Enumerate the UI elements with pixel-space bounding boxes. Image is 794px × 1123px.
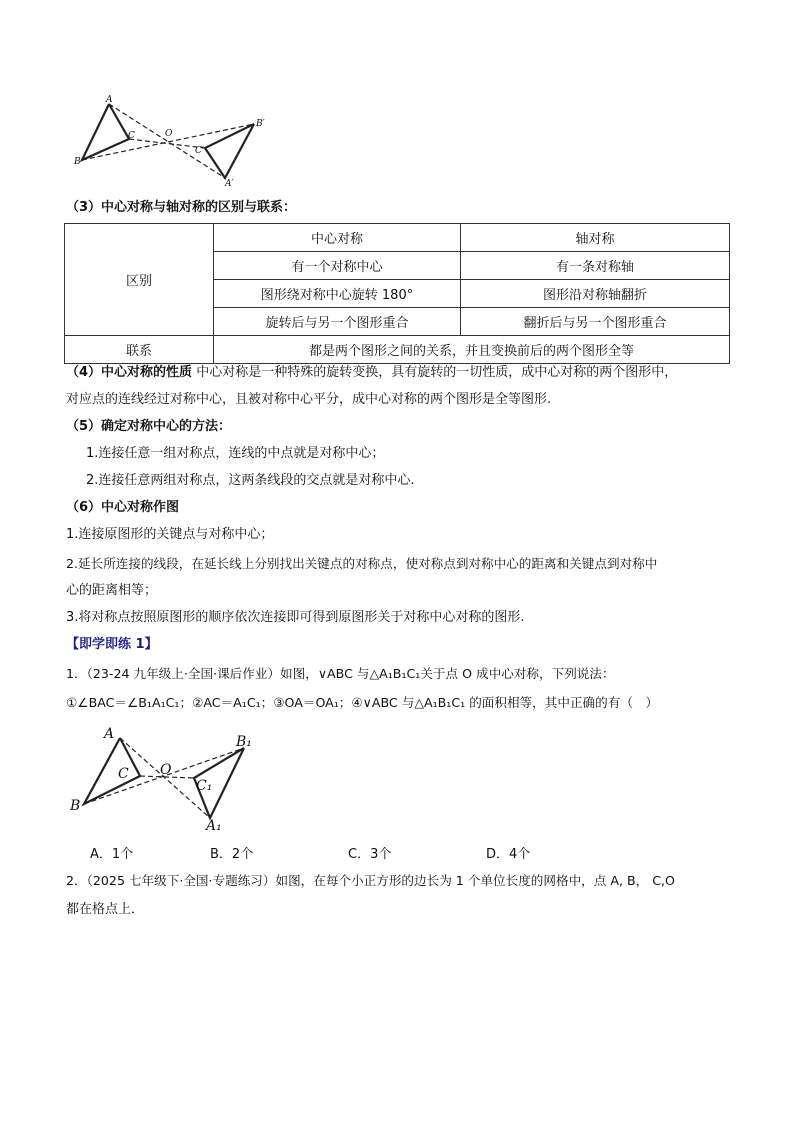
question-1-line-1: 1．（23-24 九年级上·全国·课后作业）如图，∨ABC 与△A₁B₁C₁关于点 O 成中心对称，下列说法： (66, 666, 615, 681)
diff-label-cell: 区别 (65, 224, 214, 336)
central-symmetry-figure-top (72, 94, 272, 188)
table-cell: 翻折后与另一个图形重合 (461, 308, 730, 336)
relation-text-cell: 都是两个图形之间的关系，并且变换前后的两个图形全等 (214, 336, 730, 364)
label-c-prime: C′ (195, 146, 204, 156)
section-4-title: （4）中心对称的性质 (66, 365, 193, 380)
table-cell: 图形绕对称中心旋转 180° (214, 280, 461, 308)
comparison-table (64, 223, 730, 364)
triangle-abc (84, 738, 140, 804)
section-4-line-2: 对应点的连线经过对称中心，且被对称中心平分，成中心对称的两个图形是全等图形. (66, 392, 552, 407)
table-cell: 旋转后与另一个图形重合 (214, 308, 461, 336)
practice-heading: 【即学即练 1】 (66, 637, 158, 652)
label-b1: B₁ (236, 734, 252, 750)
question-2-line-1: 2．（2025 七年级下·全国·专题练习）如图，在每个小正方形的边长为 1 个单位长度的网格中，点 A, B， C,O (66, 873, 675, 888)
label-a: A (104, 726, 115, 742)
question-2-line-2: 都在格点上． (66, 902, 145, 917)
section-6-item-3: 3.将对称点按照原图形的顺序依次连接即可得到原图形关于对称中心对称的图形. (66, 610, 525, 625)
table-cell: 图形沿对称轴翻折 (461, 280, 730, 308)
header-axial-symmetry: 轴对称 (461, 224, 730, 252)
label-b: B (74, 157, 81, 167)
section-4-line-1 (66, 362, 736, 384)
section-5-title: （5）确定对称中心的方法： (66, 419, 232, 434)
header-central-symmetry: 中心对称 (214, 224, 461, 252)
table-cell: 有一个对称中心 (214, 252, 461, 280)
section-6-item-2b: 心的距离相等； (66, 583, 158, 598)
option-b: B．2个 (210, 847, 254, 862)
option-c: C．3个 (348, 847, 392, 862)
section-6-title: （6）中心对称作图 (66, 500, 180, 515)
question-1-line-2: ①∠BAC＝∠B₁A₁C₁；②AC＝A₁C₁；③OA＝OA₁；④∨ABC 与△A₁B₁C₁ 的面积相等，其中正确的有（ ） (66, 695, 659, 710)
option-a: A．1个 (90, 847, 134, 862)
label-b: B (70, 798, 81, 814)
section-5-item-1: 1.连接任意一组对称点，连线的中点就是对称中心； (86, 446, 385, 461)
label-o: O (160, 762, 172, 778)
section-6-item-2a: 2.延长所连接的线段，在延长线上分别找出关键点的对称点，使对称点到对称中心的距离和关键点到对称中 (66, 556, 658, 571)
label-c1: C₁ (196, 778, 213, 794)
label-a-prime: A′ (225, 179, 234, 188)
section-4-text-1: 中心对称是一种特殊的旋转变换，具有旋转的一切性质，成中心对称的两个图形中， (196, 365, 678, 380)
section-6-item-1: 1.连接原图形的关键点与对称中心； (66, 527, 274, 542)
table-cell: 有一条对称轴 (461, 252, 730, 280)
option-d: D．4个 (486, 847, 531, 862)
central-symmetry-figure-question-1 (70, 724, 260, 832)
relation-label-cell: 联系 (65, 336, 214, 364)
label-o: O (165, 129, 173, 139)
label-a: A (106, 95, 113, 105)
section-5-item-2: 2.连接任意两组对称点，这两条线段的交点就是对称中心. (86, 473, 415, 488)
label-c: C (118, 766, 129, 782)
label-c: C (128, 131, 135, 141)
label-a1: A₁ (206, 818, 222, 832)
section-3-title: （3）中心对称与轴对称的区别与联系： (66, 200, 297, 215)
label-b-prime: B′ (256, 119, 265, 129)
